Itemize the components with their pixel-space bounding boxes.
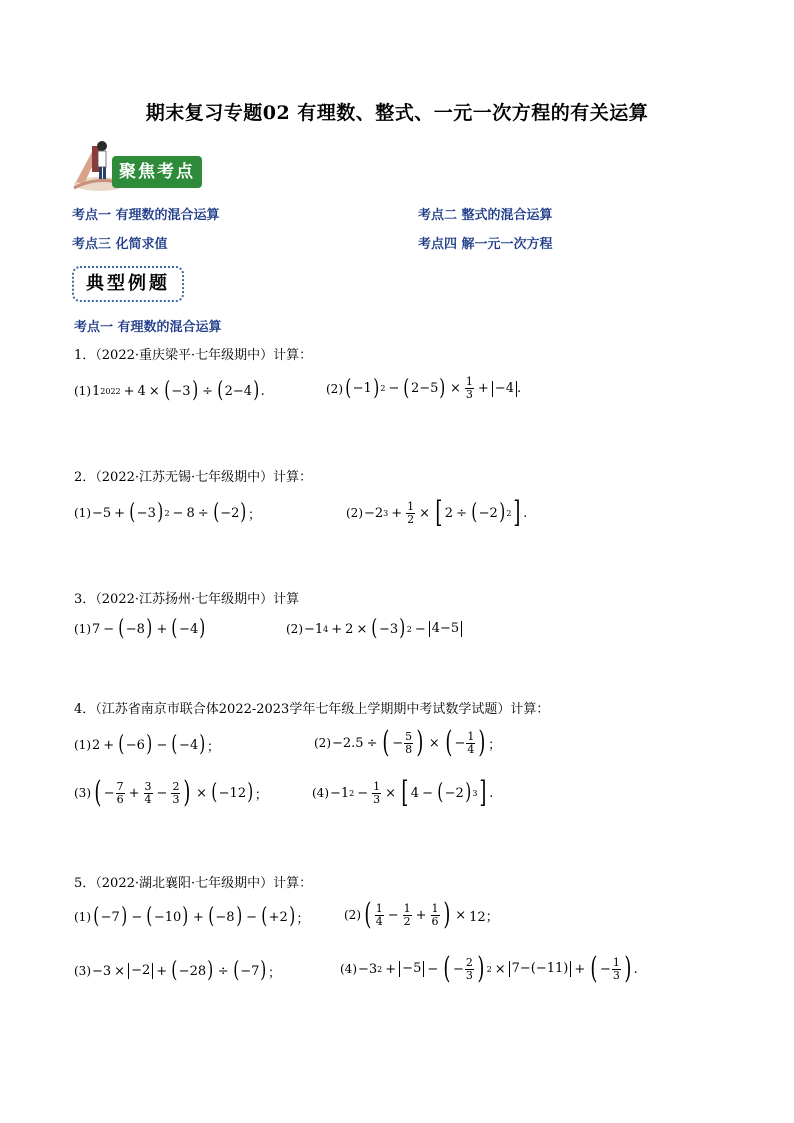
question-1: 1．（2022·重庆梁平·七年级期中）计算： <box>74 348 313 363</box>
q1-expr-2: (2) ( −1 ) 2 − ( 2−5 ) × $\frac{1}{3}$ + −4 . <box>326 375 522 401</box>
page-title: 期末复习专题02 有理数、整式、一元一次方程的有关运算 <box>145 102 649 124</box>
q5-expr-3: (3) −3 × −2 + ( −28 ) ÷ ( −7 ) ； <box>74 958 282 983</box>
kaodian-4: 考点四 解一元一次方程 <box>418 237 553 252</box>
kaodian-2: 考点二 整式的混合运算 <box>418 208 553 223</box>
typical-examples-banner: 典型例题 <box>72 266 184 302</box>
question-4: 4．（江苏省南京市联合体2022-2023学年七年级上学期期中考试数学试题）计算： <box>74 702 550 717</box>
q4-expr-4: (4) −1 2 − $\frac{1}{3}$ × [ 4 − ( −2 ) 3 ] . <box>312 775 494 810</box>
section-title: 考点一 有理数的混合运算 <box>74 320 222 335</box>
focus-points-banner: 聚焦考点 <box>112 156 202 188</box>
q4-expr-1: (1) 2 + ( −6 ) − ( −4 ) ； <box>74 732 220 757</box>
q2-expr-2: (2) −2 3 + $\frac{1}{2}$ × [ 2 ÷ ( −2 ) 2 ] . <box>346 495 528 530</box>
q2-expr-1: (1) −5 + ( −3 ) 2 − 8 ÷ ( −2 ) ； <box>74 500 261 525</box>
kaodian-1: 考点一 有理数的混合运算 <box>72 208 220 223</box>
question-5: 5．（2022·湖北襄阳·七年级期中）计算： <box>74 876 313 891</box>
q3-expr-2: (2) −1 4 + 2 × ( −3 ) 2 − 4−5 <box>286 618 462 640</box>
question-2: 2．（2022·江苏无锡·七年级期中）计算： <box>74 470 313 485</box>
q5-expr-2: (2) ( $\frac{1}{4}$ − $\frac{1}{2}$ + $\frac{1}{6}$ ) × 12； <box>344 897 499 932</box>
q4-expr-2: (2) −2.5 ÷ ( − $\frac{5}{8}$ ) × ( − $\frac{1}{4}$ ) ； <box>314 725 502 760</box>
question-3: 3．（2022·江苏扬州·七年级期中）计算 <box>74 592 300 607</box>
q3-expr-1: (1) 7 − ( −8 ) + ( −4 ) <box>74 616 206 641</box>
q1-expr-1: (1) 1 2022 + 4 × ( −3 ) ÷ ( 2−4 ) . <box>74 378 265 403</box>
q5-expr-1: (1) ( −7 ) − ( −10 ) + ( −8 ) − ( +2 ) ； <box>74 904 310 929</box>
q4-expr-3: (3) ( − $\frac{7}{6}$ + $\frac{3}{4}$ − $\frac{2}{3}$ ) × ( −12 ) ； <box>74 775 268 810</box>
q5-expr-4: (4) −3 2 + −5 − ( − $\frac{2}{3}$ ) 2 × 7−(−11) + ( − $\frac{1}{3}$ ) . <box>340 951 638 986</box>
kaodian-3: 考点三 化简求值 <box>72 237 168 252</box>
